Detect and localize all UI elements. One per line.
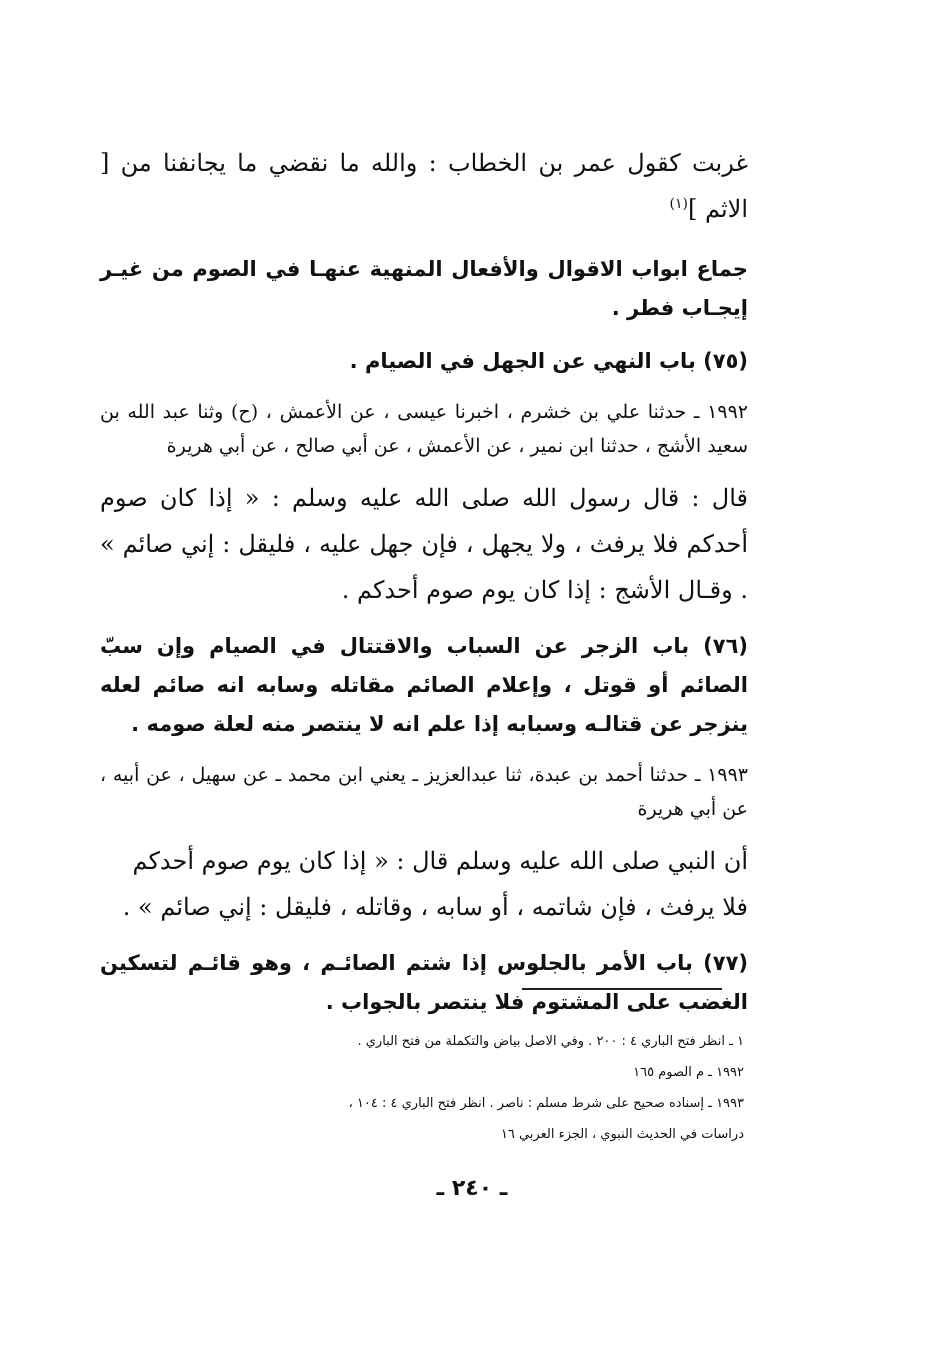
- isnad-1993: ١٩٩٣ ـ حدثنا أحمد بن عبدة، ثنا عبدالعزيز ـ يعني ابن محمد ـ عن سهيل ، عن أبيه ، عن أبي هريرة: [100, 764, 748, 820]
- page-body: [100, 140, 748, 1036]
- chapter-heading-76: (٧٦) باب الزجر عن السباب والاقتتال في الصيام وإن سبّ الصائم أو قوتل ، وإعلام الصائم مقاتله وسابه انه صائم لعله ينزجر عن قتالـه وسبابه إذا علم انه لا ينتصر منه لعلة صومه .: [100, 634, 748, 736]
- footnote-1993: ١٩٩٣ ـ إسناده صحيح على شرط مسلم : ناصر . انظر فتح الباري ٤ : ١٠٤ ،: [348, 1096, 744, 1111]
- intro-text: غربت كقول عمر بن الخطاب : والله ما نقضي ما يجانفنا من [ الاثم ]: [100, 149, 748, 223]
- hadith-1993: [100, 838, 748, 930]
- footnote-1992: ١٩٩٢ ـ م الصوم ١٦٥: [633, 1065, 744, 1080]
- hadith-1993-line-2: فلا يرفث ، فإن شاتمه ، أو سابه ، وقاتله ، فليقل : إني صائم » .: [122, 893, 748, 921]
- footnotes: [110, 1026, 744, 1150]
- section-heading-general: جماع ابواب الاقوال والأفعال المنهية عنهـا في الصوم من غيـر إيجـاب فطر .: [100, 257, 748, 320]
- hadith-1992: قال : قال رسول الله صلى الله عليه وسلم : « إذا كان صوم أحدكم فلا يرفث ، ولا يجهل ، فإن جهل عليه ، فليقل : إني صائم » . وقـال الأشج : إذا كان يوم صوم أحدكم .: [100, 484, 748, 604]
- chapter-heading-77: (٧٧) باب الأمر بالجلوس إذا شتم الصائـم ، وهو قائـم لتسكين الغضب على المشتوم فلا ينتصر بالجواب .: [100, 951, 748, 1014]
- page-number: ـ ٢٤٠ ـ: [436, 1176, 508, 1201]
- isnad-1992: ١٩٩٢ ـ حدثنا علي بن خشرم ، اخبرنا عيسى ، عن الأعمش ، (ح) وثنا عبد الله بن سعيد الأشج ، حدثنا ابن نمير ، عن الأعمش ، عن أبي صالح ، عن أبي هريرة: [100, 401, 748, 457]
- footnote-1993-continued: دراسات في الحديث النبوي ، الجزء العربي ١٦: [500, 1127, 744, 1142]
- footnote-divider: [522, 988, 722, 990]
- chapter-heading-75: (٧٥) باب النهي عن الجهل في الصيام .: [349, 349, 748, 373]
- footnote-1: ١ ـ انظر فتح الباري ٤ : ٢٠٠ . وفي الاصل بياض والتكملة من فتح الباري .: [357, 1034, 744, 1049]
- footnote-mark: (١): [669, 196, 688, 212]
- intro-paragraph: [100, 140, 748, 232]
- hadith-1993-line-1: أن النبي صلى الله عليه وسلم قال : « إذا كان يوم صوم أحدكم: [132, 847, 748, 875]
